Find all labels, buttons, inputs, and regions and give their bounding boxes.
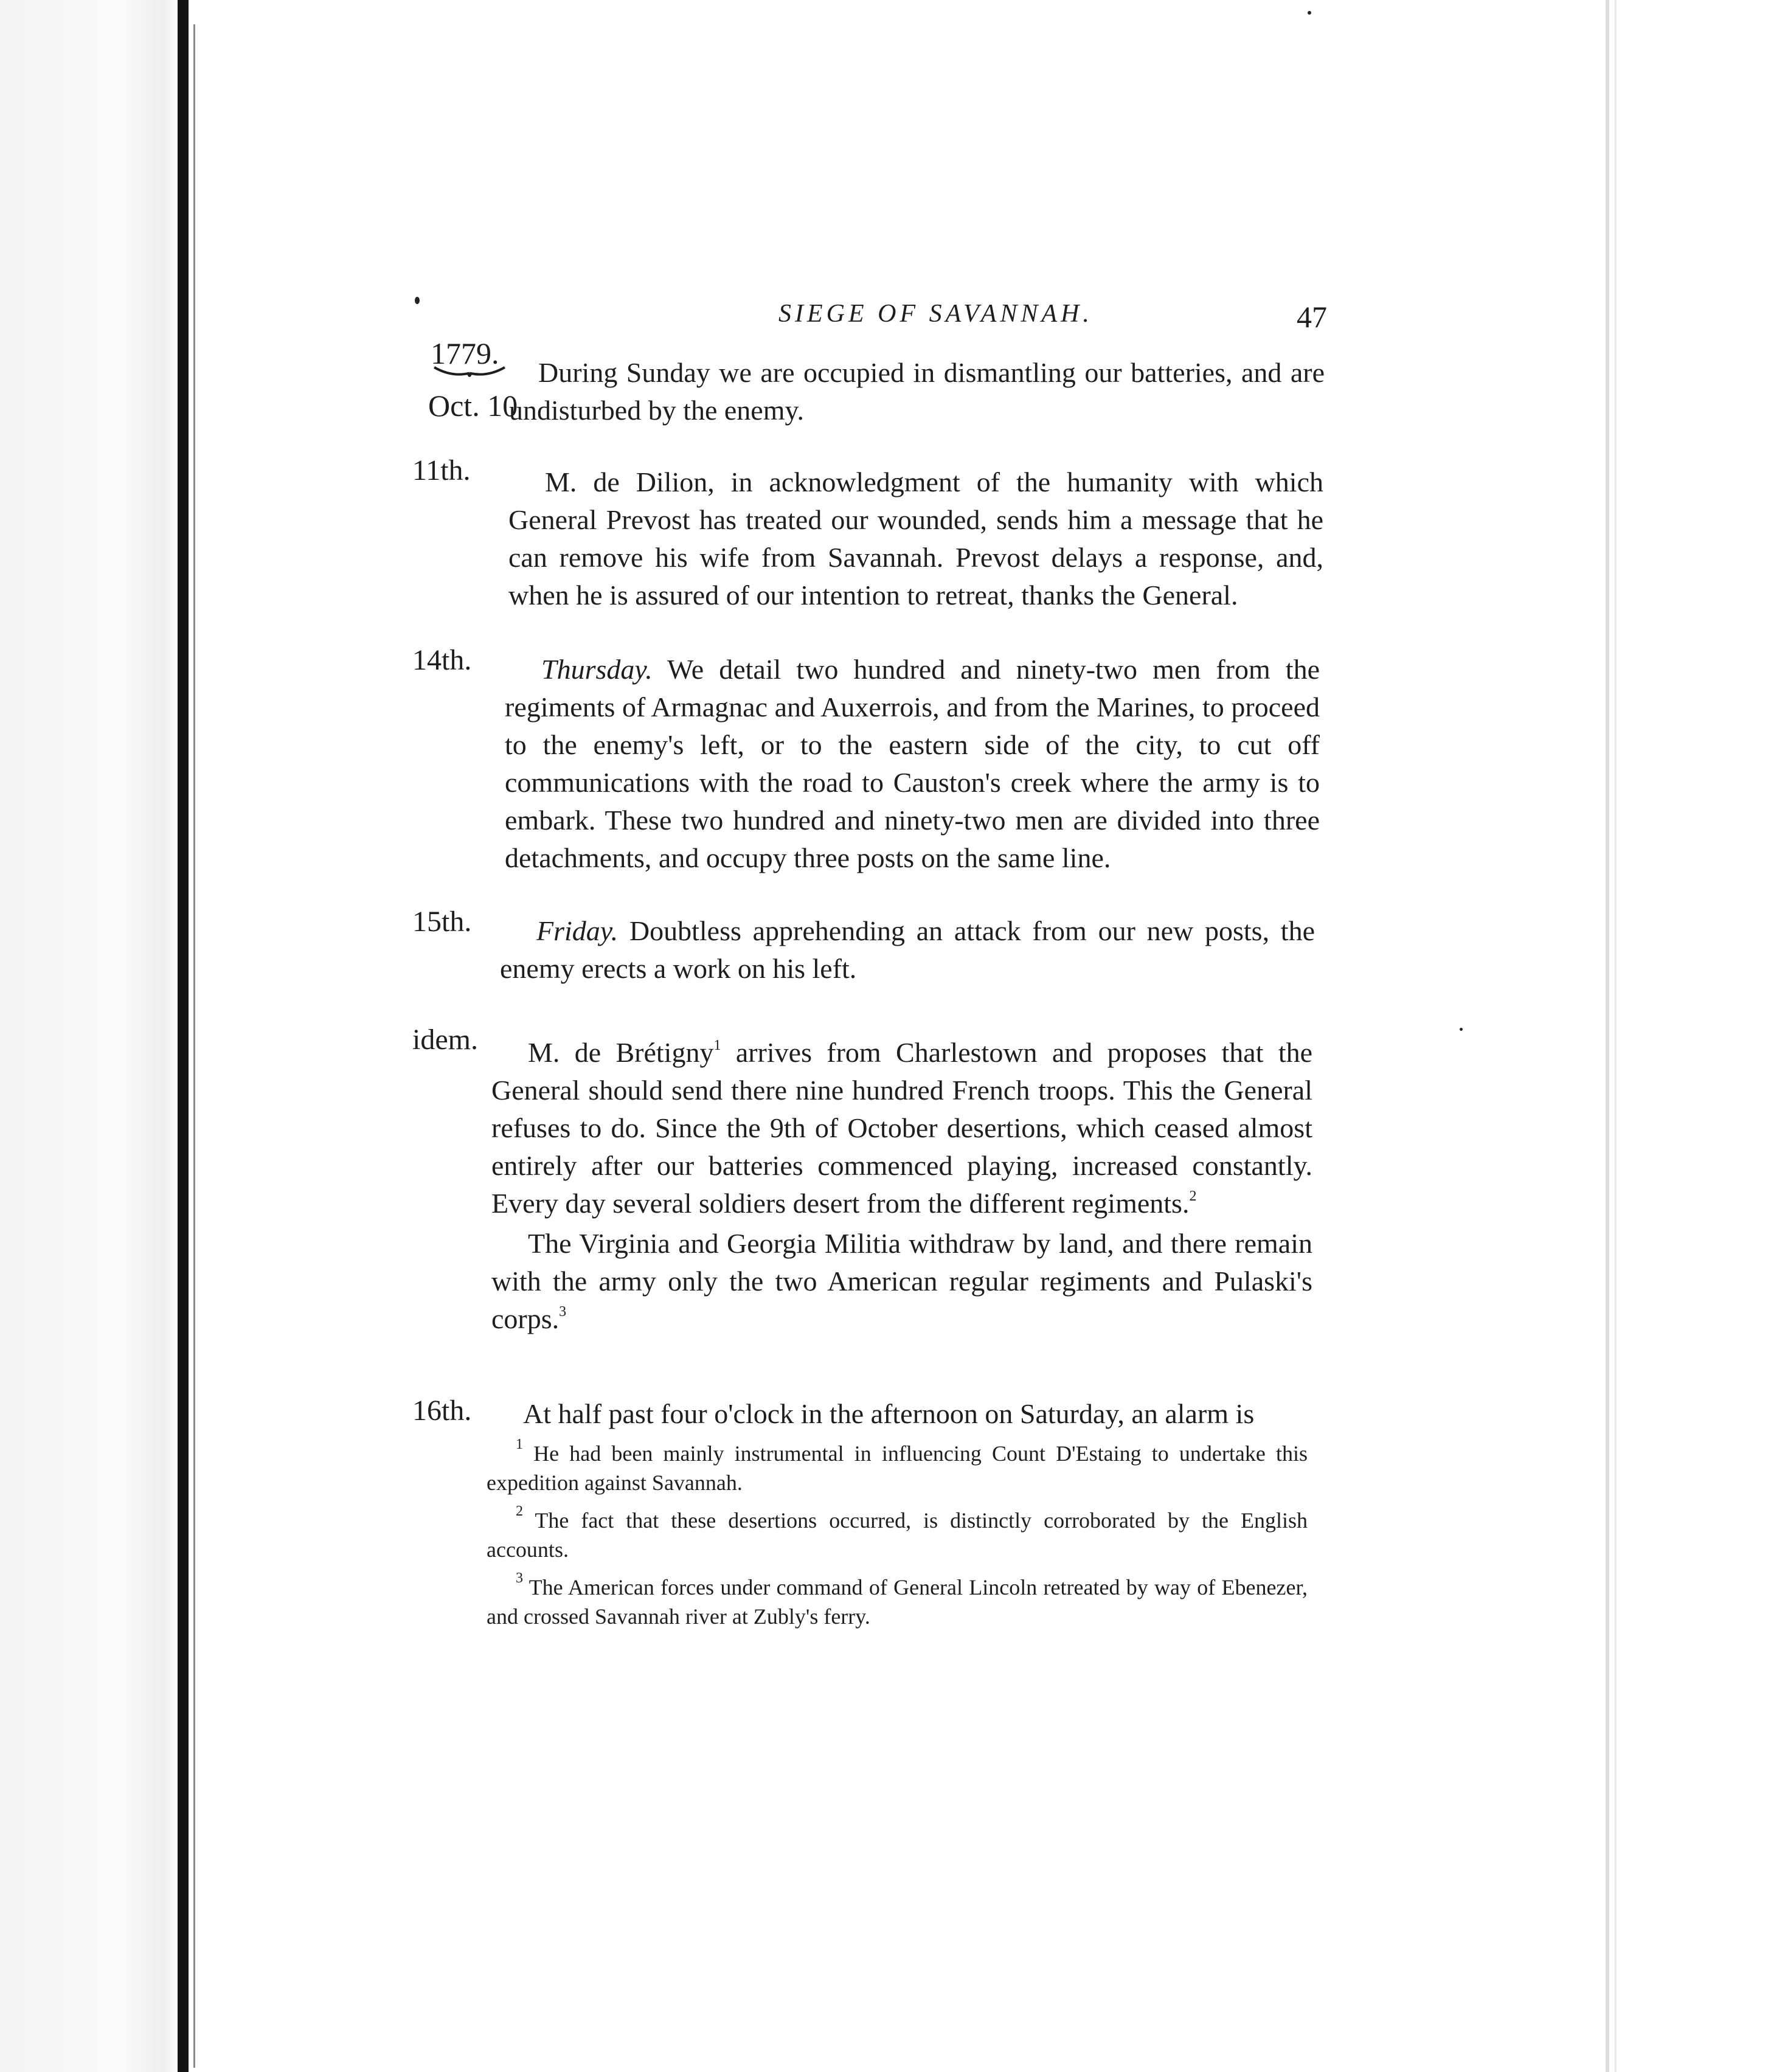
- entry-text-content: During Sunday we are occupied in dismantling our batteries, and are undisturbed by the enemy.: [509, 357, 1325, 426]
- entry-day: Friday.: [536, 915, 619, 946]
- entry-15th: [500, 912, 1315, 988]
- footnote-ref[interactable]: 3: [559, 1304, 567, 1320]
- footnote-text: The American forces under command of General Lincoln retreated by way of Ebenezer, and crossed Savannah river at Zubly's ferry.: [487, 1575, 1308, 1629]
- entry-11th: [508, 463, 1323, 614]
- footnote-mark: 3: [516, 1570, 523, 1586]
- entry-text: [500, 912, 1315, 988]
- entry-text-content: We detail two hundred and ninety-two men from the regiments of Armagnac and Auxerrois, and from the Marines, to proceed to the enemy's left, or to the eastern side of the city, to cut off communications with the road to Causton's creek where the army is to embark. These two hundred and ninety-two men are divided into three detachments, and occupy three posts on the same line.: [505, 654, 1320, 873]
- footnote-mark: 2: [516, 1503, 523, 1519]
- page-number: 47: [1297, 300, 1327, 334]
- page-edge-right: [1606, 0, 1609, 2072]
- entry-text-content: The Virginia and Georgia Militia withdraw by land, and there remain with the army only the two American regular regiments and Pulaski's corps.: [491, 1228, 1312, 1334]
- scan-speck: [1308, 11, 1311, 15]
- date-brace-icon: [433, 365, 506, 379]
- entry-text: [505, 651, 1320, 877]
- footnote-text: The fact that these desertions occurred, is distinctly corroborated by the English accounts.: [487, 1508, 1308, 1562]
- margin-year: 1779.: [431, 336, 499, 370]
- entry-idem: [491, 1034, 1312, 1338]
- entry-text: [491, 1034, 1312, 1222]
- entry-16th: [487, 1395, 1308, 1433]
- margin-date: 14th.: [412, 644, 472, 676]
- book-spine-edge: [178, 0, 189, 2072]
- running-head: SIEGE OF SAVANNAH.: [778, 300, 1093, 328]
- entry-text-content: M. de Brétigny: [528, 1037, 714, 1068]
- margin-date: idem.: [412, 1024, 478, 1056]
- margin-date: 16th.: [412, 1395, 472, 1427]
- page-edge-right-inner: [1615, 0, 1617, 2072]
- entry-oct-10: [510, 354, 1325, 429]
- margin-date: Oct. 10: [428, 389, 518, 423]
- footnotes: [487, 1436, 1308, 1640]
- page-gutter: [0, 0, 179, 2072]
- footnote: [487, 1503, 1308, 1564]
- entry-text: M. de Dilion, in acknowledgment of the humanity with which General Prevost has treated our wounded, sends him a message that he can remove his wife from Savannah. Prevost delays a response, and, when he is assured of our intention to retreat, thanks the General.: [508, 466, 1323, 611]
- footnote-ref[interactable]: 2: [1189, 1188, 1197, 1204]
- footnote: [487, 1570, 1308, 1631]
- footnote-ref[interactable]: 1: [713, 1038, 721, 1053]
- entry-text-content: arrives from Charlestown and proposes that the General should send there nine hundred French troops. This the General refuses to do. Since the 9th of October desertions, which ceased almost entirely after our batteries commenced playing, increased constantly. Every day several soldiers desert from the different regiments.: [491, 1037, 1313, 1219]
- scan-speck: [1460, 1028, 1463, 1031]
- spine-shadow-line: [193, 24, 195, 2068]
- margin-date: 11th.: [412, 454, 471, 487]
- scan-speck: [415, 297, 420, 304]
- margin-date: 15th.: [412, 906, 472, 938]
- entry-text: [491, 1225, 1312, 1338]
- footnote-text: He had been mainly instrumental in influencing Count D'Estaing to undertake this expedition against Savannah.: [487, 1441, 1308, 1495]
- entry-text-content: Doubtless apprehending an attack from our new posts, the enemy erects a work on his left.: [500, 915, 1315, 984]
- footnote-mark: 1: [516, 1436, 523, 1452]
- entry-14th: [505, 651, 1320, 877]
- footnote: [487, 1436, 1308, 1497]
- entry-day: Thursday.: [541, 654, 653, 685]
- entry-text: [509, 354, 1325, 429]
- entry-text: At half past four o'clock in the afternoon on Saturday, an alarm is: [523, 1398, 1255, 1429]
